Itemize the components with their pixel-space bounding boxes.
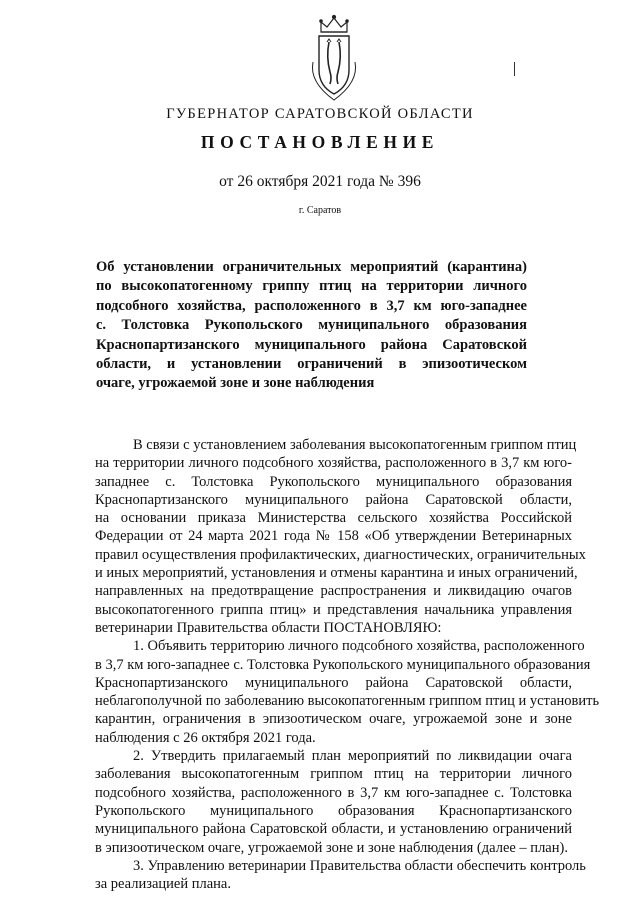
heading-line: подсобного хозяйства, расположенного в 3,7 км юго-западнее	[96, 297, 527, 314]
body-line: Краснопартизанского муниципального района Саратовской области,	[95, 491, 572, 508]
body-line: в 3,7 км юго-западнее с. Толстовка Рукопольского муниципального образования	[95, 656, 591, 673]
body-line: подсобного хозяйства, расположенного в 3,7 км юго-западнее с. Толстовка	[95, 784, 572, 801]
body-line: высокопатогенного гриппа птиц» и представления начальника управления	[95, 601, 572, 618]
body-line: за реализацией плана.	[95, 876, 231, 893]
body-line: Краснопартизанского муниципального района Саратовской области,	[95, 674, 572, 691]
body-line: 3. Управлению ветеринарии Правительства области обеспечить контроль	[133, 857, 586, 874]
body-line: и иных мероприятий, установления и отмены карантина и иных ограничений,	[95, 565, 578, 582]
body-line: в эпизоотическом очаге, угрожаемой зоне и зоне наблюдения (далее – план).	[95, 839, 568, 856]
body-line: наблюдения с 26 октября 2021 года.	[95, 729, 316, 746]
body-line: неблагополучной по заболеванию высокопатогенным гриппом птиц и установить	[95, 693, 600, 710]
body-line: 1. Объявить территорию личного подсобного хозяйства, расположенного	[133, 638, 585, 655]
body-line: Федерации от 24 марта 2021 года № 158 «Об утверждении Ветеринарных	[95, 528, 572, 545]
body-line: правил осуществления профилактических, диагностических, ограничительных	[95, 546, 586, 563]
body-line: заболевания высокопатогенным гриппом птиц на территории личного	[95, 766, 572, 783]
body-line: направленных на предотвращение распространения и ликвидацию очагов	[95, 583, 572, 600]
heading-line: по высокопатогенному гриппу птиц на территории личного	[96, 278, 527, 295]
document-type: ПОСТАНОВЛЕНИЕ	[200, 132, 440, 152]
document-city: г. Саратов	[298, 205, 342, 216]
body-line: В связи с установлением заболевания высокопатогенным гриппом птиц	[133, 437, 577, 453]
document-date-number: от 26 октября 2021 года № 396	[219, 173, 421, 190]
body-line: ветеринарии Правительства области ПОСТАНОВЛЯЮ:	[95, 619, 442, 636]
heading-line: с. Толстовка Рукопольского муниципального образования	[96, 317, 527, 334]
document-body	[95, 436, 600, 893]
body-line: на территории личного подсобного хозяйства, расположенного в 3,7 км юго-	[95, 455, 572, 472]
body-line: Рукопольского муниципального образования Краснопартизанского	[95, 802, 572, 819]
body-line: 2. Утвердить прилагаемый план мероприятий по ликвидации очага	[133, 748, 572, 765]
heading-line: очаге, угрожаемой зоне и зоне наблюдения	[96, 375, 375, 392]
body-line: западнее с. Толстовка Рукопольского муниципального образования	[95, 473, 572, 490]
heading-line: Об установлении ограничительных мероприятий (карантина)	[96, 259, 527, 275]
issuing-authority: ГУБЕРНАТОР САРАТОВСКОЙ ОБЛАСТИ	[166, 106, 474, 122]
document-heading	[96, 258, 527, 394]
heading-line: области, и установлении ограничений в эпизоотическом	[96, 355, 527, 372]
margin-mark	[514, 62, 515, 76]
body-line: муниципального района Саратовской области, и установлению ограничений	[95, 821, 572, 838]
body-line: карантин, ограничения в эпизоотическом очаге, угрожаемой зоне и зоне	[95, 711, 572, 728]
heading-line: Краснопартизанского муниципального района Саратовской	[96, 336, 527, 353]
saratov-coat-of-arms-icon	[299, 12, 369, 102]
body-line: на основании приказа Министерства сельского хозяйства Российской	[95, 510, 572, 527]
